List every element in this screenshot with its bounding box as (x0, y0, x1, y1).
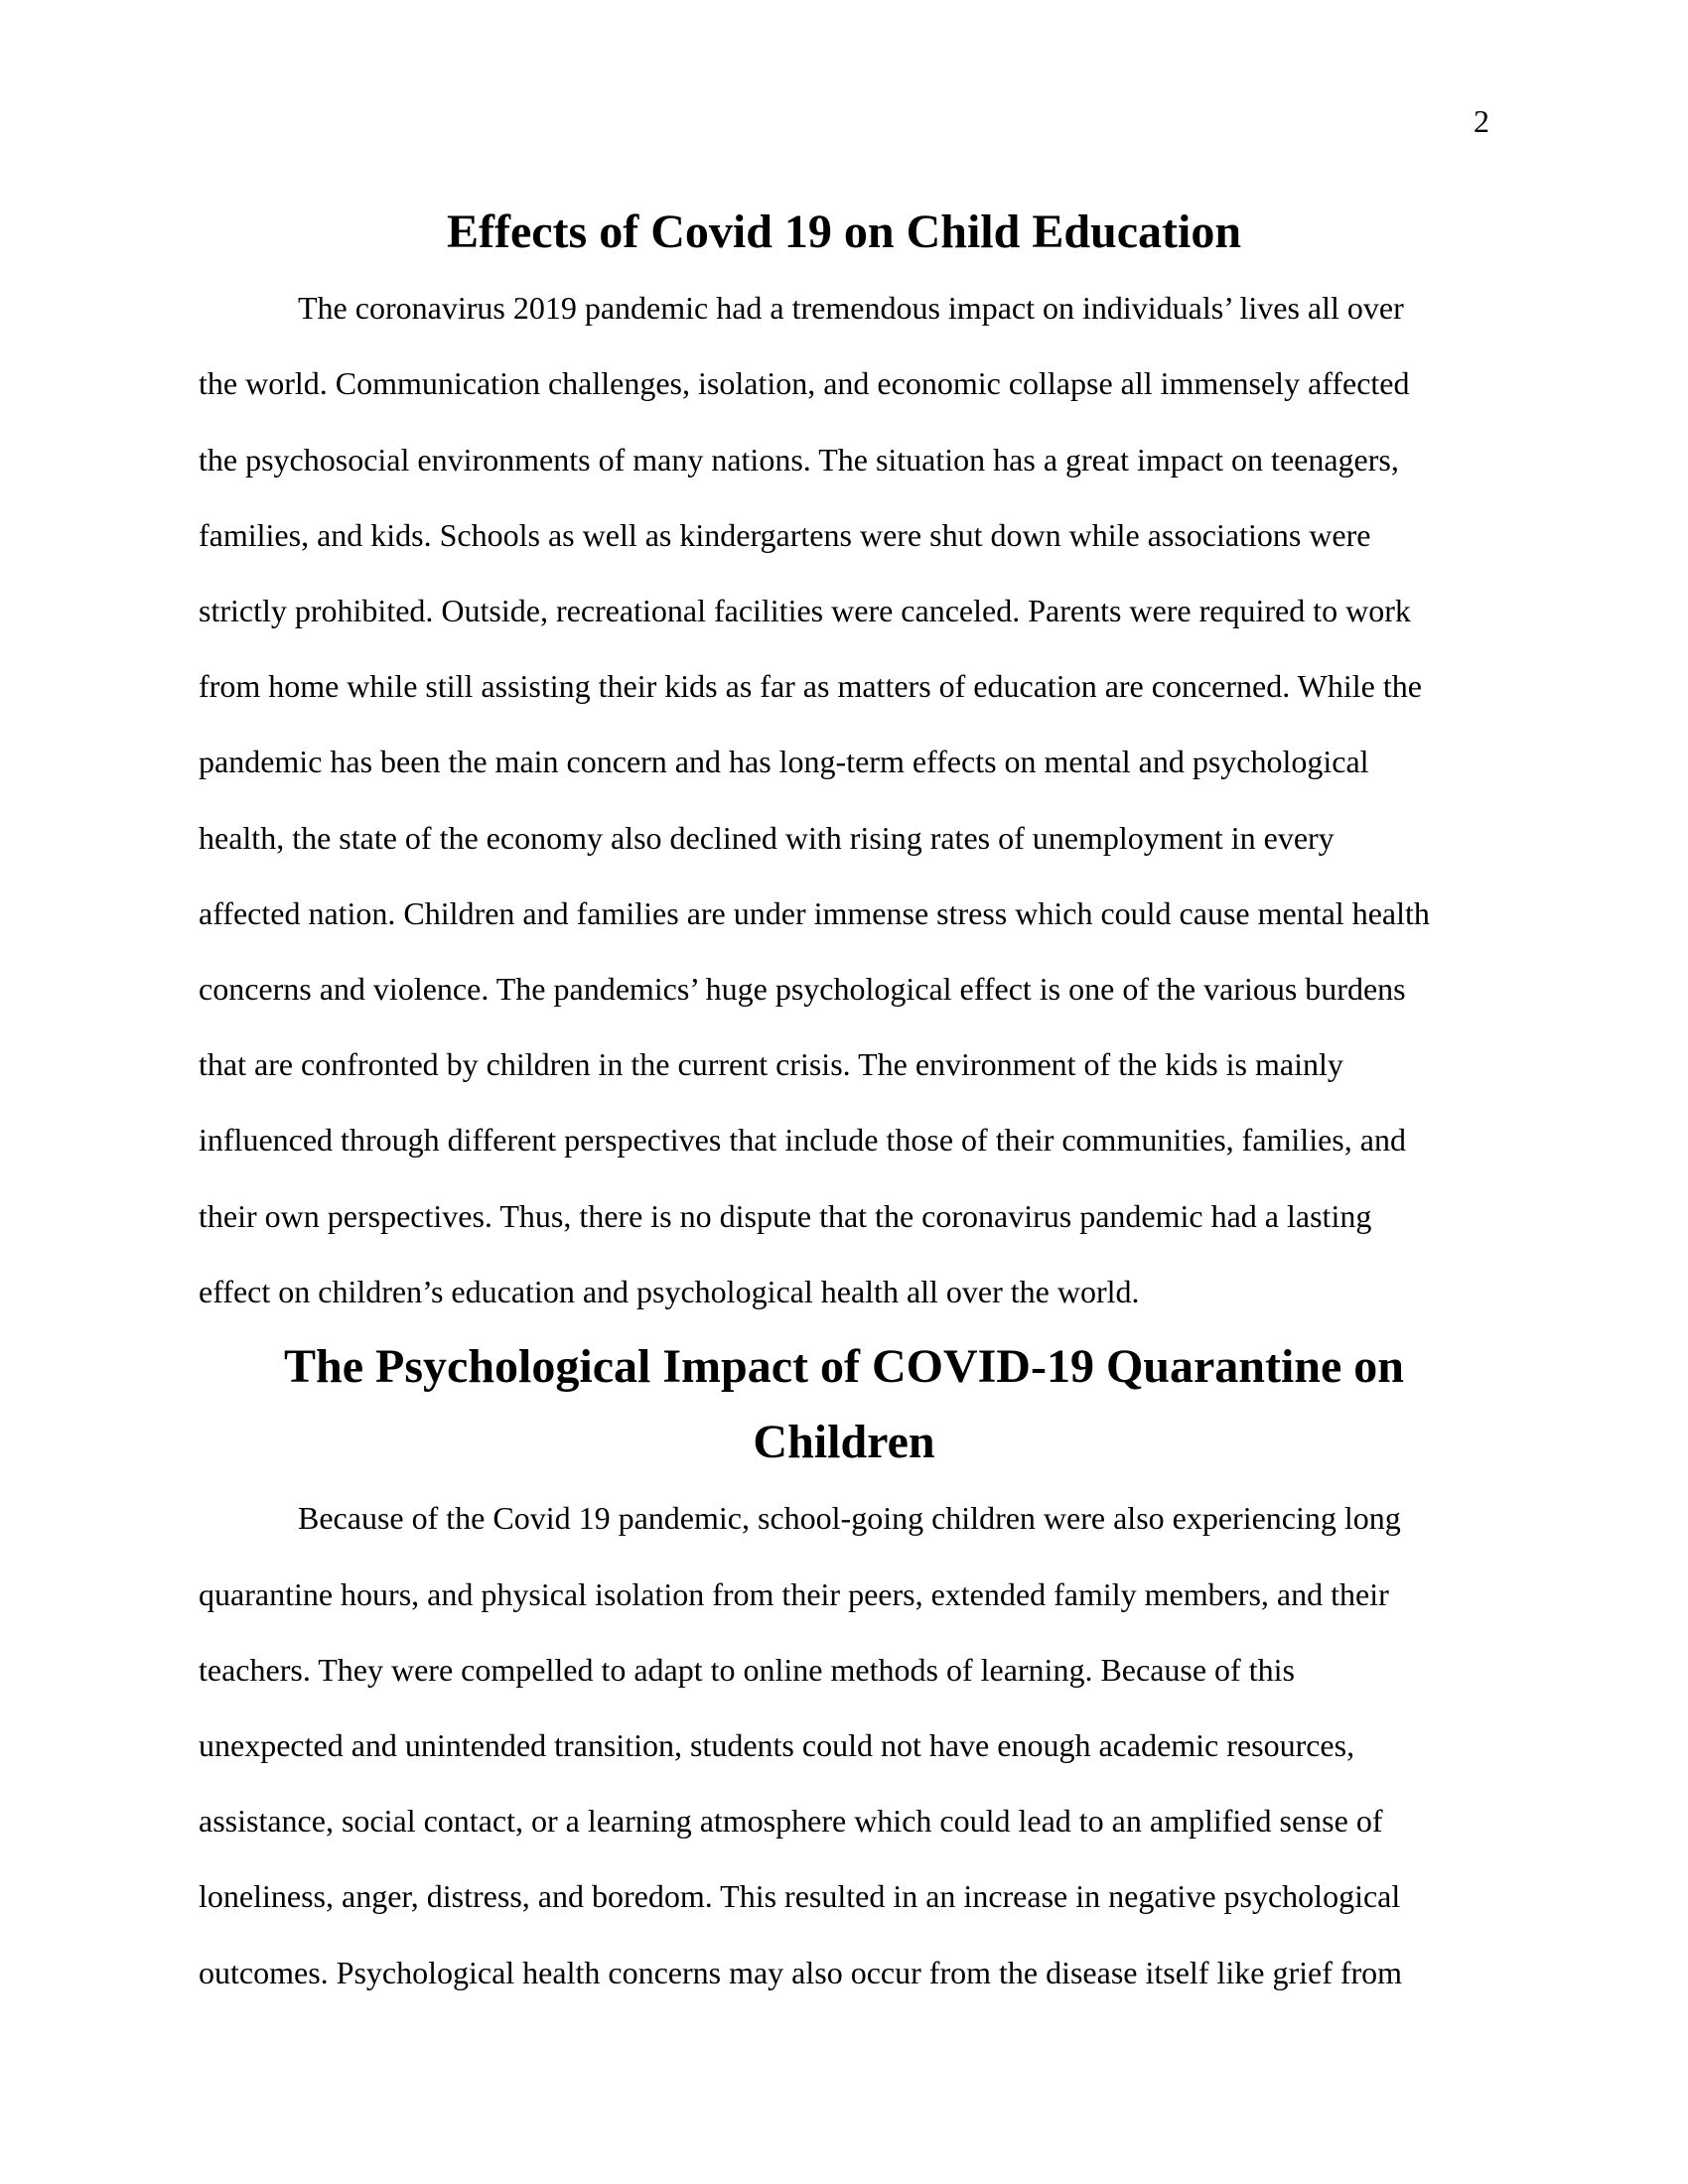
document-body (199, 195, 1489, 2010)
section-heading-psychological-impact: The Psychological Impact of COVID-19 Quarantine on Children (284, 1340, 1404, 1469)
text-line: loneliness, anger, distress, and boredom. This resulted in an increase in negative psychological (199, 1878, 1401, 1915)
text-line: the world. Communication challenges, isolation, and economic collapse all immensely affected (199, 365, 1410, 402)
text-line: The coronavirus 2019 pandemic had a tremendous impact on individuals’ lives all over (298, 290, 1404, 327)
page-number: 2 (1474, 103, 1489, 139)
text-line: that are confronted by children in the current crisis. The environment of the kids is mainly (199, 1046, 1343, 1083)
text-line: quarantine hours, and physical isolation from their peers, extended family members, and their (199, 1575, 1389, 1612)
text-line: concerns and violence. The pandemics’ huge psychological effect is one of the various burdens (199, 971, 1406, 1008)
text-line: their own perspectives. Thus, there is no dispute that the coronavirus pandemic had a lasting (199, 1197, 1372, 1234)
text-line: outcomes. Psychological health concerns may also occur from the disease itself like grief from (199, 1954, 1403, 1990)
text-line: Because of the Covid 19 pandemic, school-going children were also experiencing long (298, 1500, 1401, 1537)
text-line: effect on children’s education and psychological health all over the world. (199, 1273, 1140, 1309)
text-line: pandemic has been the main concern and has long-term effects on mental and psychological (199, 744, 1369, 780)
text-line: families, and kids. Schools as well as kindergartens were shut down while associations were (199, 516, 1371, 553)
text-line: unexpected and unintended transition, students could not have enough academic resources, (199, 1727, 1355, 1764)
text-line: assistance, social contact, or a learning atmosphere which could lead to an amplified sense of (199, 1803, 1383, 1840)
text-line: the psychosocial environments of many nations. The situation has a great impact on teenagers, (199, 441, 1399, 478)
text-line: teachers. They were compelled to adapt to online methods of learning. Because of this (199, 1651, 1295, 1688)
text-line: health, the state of the economy also declined with rising rates of unemployment in every (199, 819, 1335, 856)
text-line: affected nation. Children and families are under immense stress which could cause mental health (199, 894, 1430, 931)
paragraph-psychological-impact (199, 1480, 1489, 2009)
text-line: from home while still assisting their kids as far as matters of education are concerned. While the (199, 668, 1422, 705)
paragraph-effects (199, 270, 1489, 1329)
text-line: strictly prohibited. Outside, recreational facilities were canceled. Parents were required to work (199, 593, 1411, 629)
text-line: influenced through different perspectives that include those of their communities, families, and (199, 1122, 1406, 1159)
section-heading-effects: Effects of Covid 19 on Child Education (446, 205, 1242, 258)
